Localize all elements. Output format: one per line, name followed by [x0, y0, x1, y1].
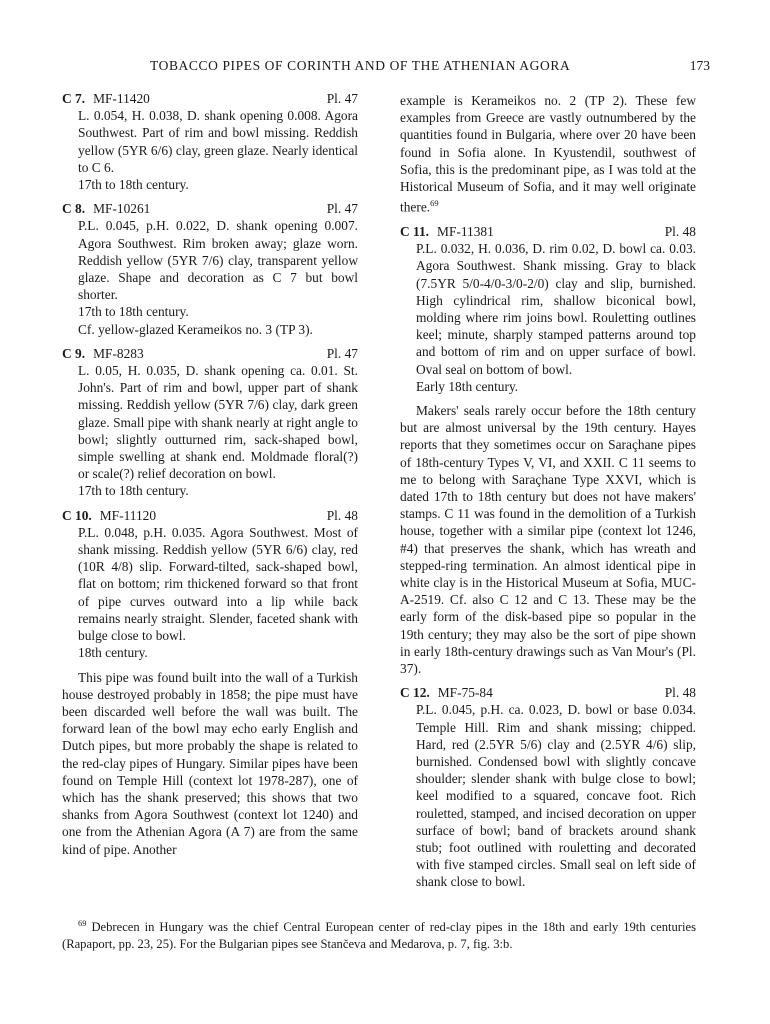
continuation-paragraph — [400, 92, 696, 216]
entry-note: Cf. yellow-glazed Kerameikos no. 3 (TP 3). — [78, 321, 313, 337]
catalog-number: C 8. — [62, 201, 86, 217]
entry-description: P.L. 0.032, H. 0.036, D. rim 0.02, D. bowl ca. 0.03. Agora Southwest. Shank missing. Gray to black (7.5YR 5/0-4/0-3/0-2/0) clay and slip, burnished. High cylindrical rim, shallow biconical bowl, molding where rim joins bowl. Rouletting outlines keel; minute, sharply stamped patterns around top and bottom of rim and on upper surface of bowl. Oval seal on bottom of bowl. — [416, 241, 696, 377]
entry-heading — [400, 684, 696, 701]
entry-description: P.L. 0.045, p.H. 0.022, D. shank opening 0.007. Agora Southwest. Rim broken away; glaze worn. Reddish yellow (5YR 7/6) clay, transparent yellow glaze. Shape and decoration as C 7 but bowl shorter. — [78, 218, 358, 303]
footnote — [62, 915, 696, 952]
footnote-text: Debrecen in Hungary was the chief Central European center of red-clay pipes in the 18th and early 19th centuries (Rapaport, pp. 23, 25). For the Bulgarian pipes see Stančeva and Medarova, p. 7, fig. 3:b. — [62, 920, 696, 951]
running-head — [150, 58, 710, 74]
catalog-number: C 7. — [62, 91, 86, 106]
inventory-number: MF-11120 — [99, 507, 157, 523]
body-paragraph: Makers' seals rarely occur before the 18th century but are almost universal by the 19th century. Hayes reports that they sometimes occur on Saraçhane pipes of 18th-century Types V, VI, and XXII. C 11 seems to me to belong with Saraçhane Type XXVI, which is dated 17th to 18th century but does not have makers' stamps. C 11 was found in the demolition of a Turkish house, together with a similar pipe (context lot 1246, #4) that preserves the shank, which has wreath and stepped-ring termination. An almost identical pipe in white clay is in the Historical Museum at Sofia, MUC-A-2519. Cf. also C 12 and C 13. These may be the early form of the disk-based pipe so popular in the 19th century; they may also be the sort of pipe shown in early 18th-century drawings such as Van Mour's (Pl. 37). — [400, 402, 696, 676]
entry-description: L. 0.054, H. 0.038, D. shank opening 0.008. Agora Southwest. Part of rim and bowl missing. Reddish yellow (5YR 6/6) clay, green glaze. Nearly identical to C 6. — [78, 108, 358, 175]
entry-heading — [62, 345, 358, 362]
body-paragraph: This pipe was found built into the wall of a Turkish house destroyed probably in 1858; the pipe must have been discarded well before the wall was built. The forward lean of the bowl may echo early English and Dutch pipes, but more probably the shape is related to the red-clay pipes of Hungary. Similar pipes have been found on Temple Hill (context lot 1978-287), one of which has the shank preserved; this shows that two shanks from Agora Southwest (context lot 1240) and one from the Athenian Agora (A 7) are from the same kind of pipe. Another — [62, 669, 358, 857]
plate-reference: Pl. 48 — [664, 223, 696, 239]
left-column — [62, 90, 358, 865]
catalog-number: C 9. — [62, 345, 86, 361]
catalog-entry-c10 — [62, 507, 358, 662]
plate-reference: Pl. 47 — [326, 345, 358, 361]
plate-reference: Pl. 48 — [326, 507, 358, 523]
inventory-number: MF-10261 — [93, 201, 151, 217]
entry-heading — [62, 90, 358, 107]
footnote-ref[interactable]: 69 — [430, 198, 439, 209]
footnote-number: 69 — [78, 918, 87, 928]
plate-reference: Pl. 47 — [326, 201, 358, 217]
entry-heading — [400, 223, 696, 240]
entry-date: 17th to 18th century. — [78, 304, 189, 320]
catalog-entry-c11 — [400, 223, 696, 395]
inventory-number: MF-75-84 — [437, 685, 493, 701]
continuation-text: example is Kerameikos no. 2 (TP 2). These few examples from Greece are vastly outnumbered by the quantities found in Bulgaria, where over 20 have been found in Sofia alone. In Kyustendil, southwest of Sofia, this is the predominant pipe, as I was told at the Historical Museum of Sofia, and it may well originate there. — [400, 93, 696, 215]
inventory-number: MF-11420 — [93, 91, 150, 106]
running-title: TOBACCO PIPES OF CORINTH AND OF THE ATHENIAN AGORA — [150, 58, 571, 73]
catalog-entry-c7 — [62, 90, 358, 193]
catalog-entry-c8 — [62, 200, 358, 338]
right-column — [400, 92, 696, 898]
entry-date: 17th to 18th century. — [78, 177, 189, 193]
entry-date: 17th to 18th century. — [78, 483, 189, 499]
catalog-number: C 12. — [400, 685, 430, 701]
plate-reference: Pl. 48 — [664, 685, 696, 701]
entry-date: Early 18th century. — [416, 378, 519, 394]
entry-description: P.L. 0.045, p.H. ca. 0.023, D. bowl or base 0.034. Temple Hill. Rim and shank missing; chipped. Hard, red (2.5YR 5/6) clay and (2.5YR 4/6) slip, burnished. Condensed bowl with slightly concave shoulder; slender shank with bulge close to bowl; keel modified to a squared, concave foot. Rich rouletted, stamped, and incised decoration on upper surface of bowl; band of brackets around shank stub; foot outlined with rouletting and decorated with five stamped circles. Small seal on left side of shank close to bowl. — [416, 702, 696, 890]
catalog-number: C 11. — [400, 223, 430, 239]
inventory-number: MF-11381 — [437, 223, 494, 239]
catalog-entry-c12 — [400, 684, 696, 890]
page-number: 173 — [689, 58, 710, 73]
plate-reference: Pl. 47 — [326, 91, 358, 106]
entry-description: P.L. 0.048, p.H. 0.035. Agora Southwest. Most of shank missing. Reddish yellow (5YR 6/6) clay, red (10R 4/8) slip. Forward-tilted, sack-shaped bowl, flat on bottom; rim thickened forward so that front of pipe curves outward into a lip while back remains nearly straight. Slender, faceted shank with bulge close to bowl. — [78, 524, 358, 644]
entry-heading — [62, 507, 358, 524]
catalog-number: C 10. — [62, 507, 92, 523]
entry-date: 18th century. — [78, 645, 148, 661]
catalog-entry-c9 — [62, 345, 358, 500]
inventory-number: MF-8283 — [93, 345, 144, 361]
entry-description: L. 0.05, H. 0.035, D. shank opening ca. 0.01. St. John's. Part of rim and bowl, upper part of shank missing. Reddish yellow (5YR 7/6) clay, dark green glaze. Small pipe with shank nearly at right angle to bowl; slightly outturned rim, sack-shaped bowl, simple swelling at shank end. Moldmade floral(?) or scale(?) relief decoration on bowl. — [78, 363, 358, 482]
entry-heading — [62, 200, 358, 217]
